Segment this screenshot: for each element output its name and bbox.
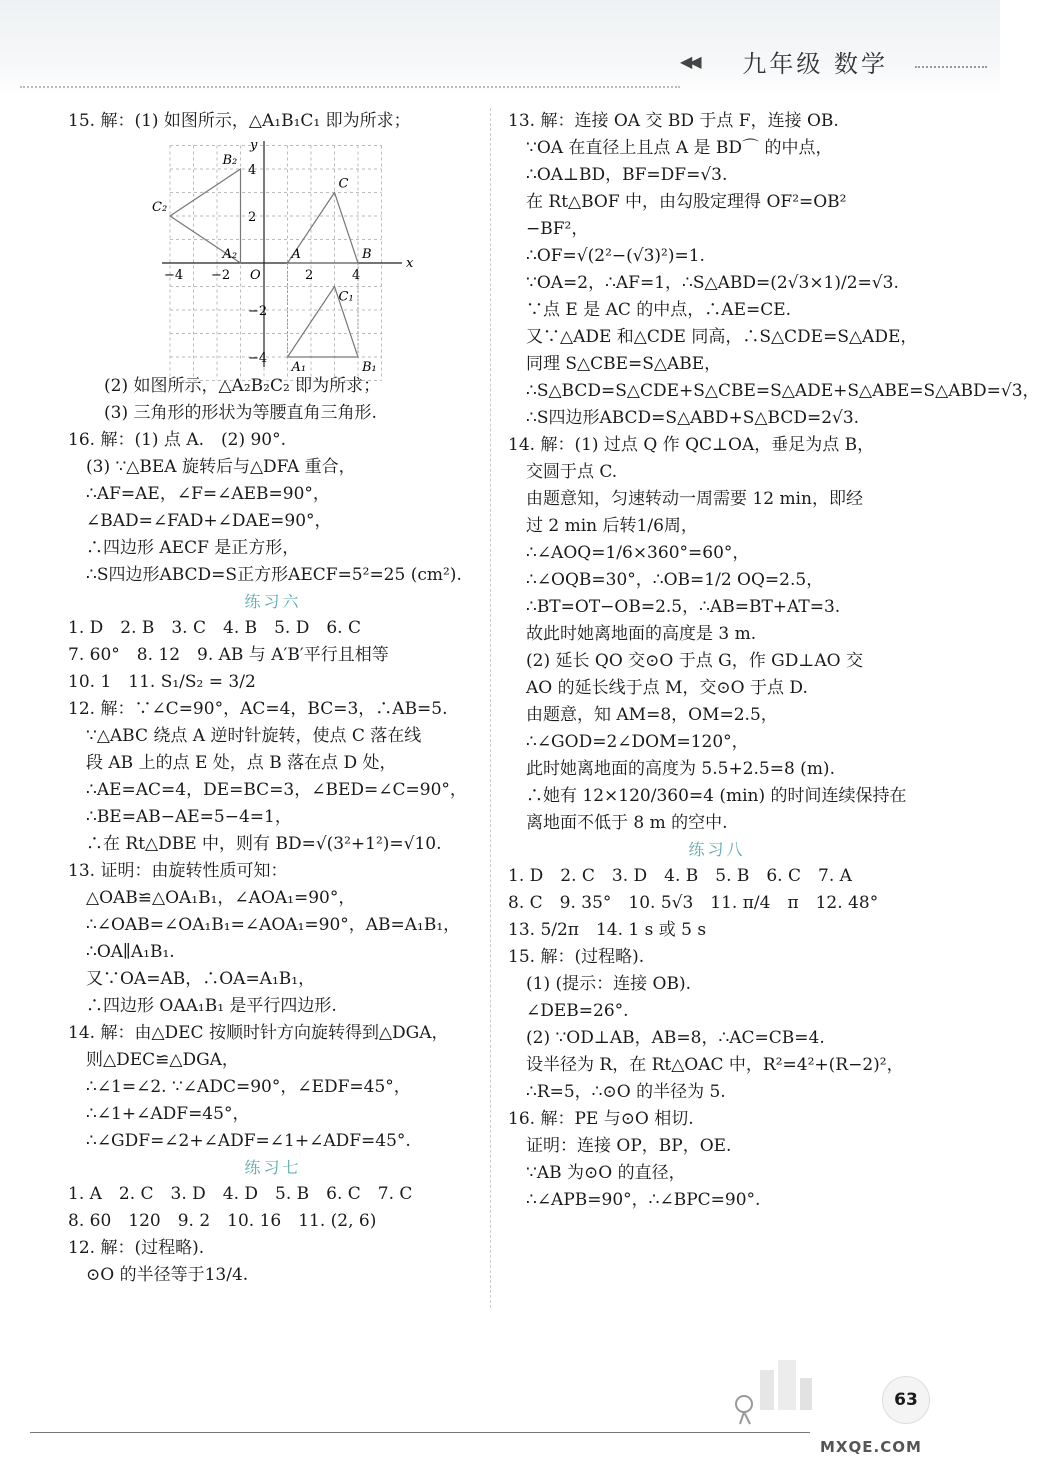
point-label: C₁ <box>338 289 354 305</box>
text-line: 证明：连接 OP，BP，OE. <box>526 1136 732 1156</box>
text-line: 14. 解：(1) 过点 Q 作 QC⊥OA，垂足为点 B， <box>508 435 875 455</box>
section-heading: 练习七 <box>244 1158 302 1177</box>
y-axis-label: y <box>250 138 258 153</box>
header-rule <box>20 86 680 88</box>
page-number: 63 <box>882 1376 930 1424</box>
graph-container <box>68 137 478 375</box>
x-tick-label: −4 <box>164 268 184 283</box>
text-line: 设半径为 R，在 Rt△OAC 中，R²=4²+(R−2)²， <box>526 1055 904 1075</box>
text-line: ∴AE=AC=4，DE=BC=3，∠BED=∠C=90°， <box>86 780 467 800</box>
text-line: ∠DEB=26°. <box>526 1001 629 1021</box>
text-line: ∴四边形 OAA₁B₁ 是平行四边形. <box>86 996 337 1016</box>
y-tick-label: 2 <box>248 210 257 225</box>
origin-label: O <box>250 268 261 283</box>
text-line: 10. 1 11. S₁/S₂ = 3/2 <box>68 672 256 692</box>
text-line: ∴S四边形ABCD=S△ABD+S△BCD=2√3. <box>526 408 860 428</box>
x-tick-label: −2 <box>211 268 231 283</box>
column-divider <box>490 108 491 1308</box>
text-line: 7. 60° 8. 12 9. AB 与 A′B′平行且相等 <box>68 645 389 665</box>
text-line: 交圆于点 C. <box>526 462 618 482</box>
text-line: ∴∠OAB=∠OA₁B₁=∠AOA₁=90°，AB=A₁B₁， <box>86 915 461 935</box>
text-line: 段 AB 上的点 E 处，点 B 落在点 D 处， <box>86 753 397 773</box>
text-line: ∴∠GOD=2∠DOM=120°， <box>526 732 749 752</box>
y-tick-label: 4 <box>248 163 257 178</box>
point-label: B₂ <box>222 153 238 168</box>
text-line: ∵△ABC 绕点 A 逆时针旋转，使点 C 落在线 <box>86 726 422 746</box>
text-line: ∴∠1+∠ADF=45°， <box>86 1104 250 1124</box>
point-label: A <box>291 247 301 262</box>
text-line: 13. 证明：由旋转性质可知： <box>68 861 288 881</box>
text-line: 1. A 2. C 3. D 4. D 5. B 6. C 7. C <box>68 1184 413 1204</box>
text-line: ∴AF=AE，∠F=∠AEB=90°， <box>86 484 330 504</box>
text-line: ∵AB 为⊙O 的直径， <box>526 1163 686 1183</box>
text-line: 13. 5/2π 14. 1 s 或 5 s <box>508 920 707 940</box>
text-line: 过 2 min 后转1/6周， <box>526 516 698 536</box>
text-line: ∵OA 在直径上且点 A 是 BD⌒ 的中点， <box>526 138 833 158</box>
text-line: 15. 解：(1) 如图所示，△A₁B₁C₁ 即为所求； <box>68 111 411 131</box>
text-line: ∵OA=2，∴AF=1，∴S△ABD=(2√3×1)/2=√3. <box>526 273 899 293</box>
text-line: (2) 延长 QO 交⊙O 于点 G，作 GD⊥AO 交 <box>526 651 863 671</box>
y-tick-label: −2 <box>248 304 268 319</box>
text-line: ∴∠OQB=30°，∴OB=1/2 OQ=2.5， <box>526 570 824 590</box>
text-line: (1) (提示：连接 OB). <box>526 974 691 994</box>
text-line: 则△DEC≌△DGA， <box>86 1050 239 1070</box>
text-line: 1. D 2. C 3. D 4. B 5. B 6. C 7. A <box>508 866 852 886</box>
coordinate-graph <box>152 137 416 375</box>
section-heading: 练习八 <box>688 840 746 859</box>
text-line: ∴OA∥A₁B₁. <box>86 942 175 962</box>
text-line: △OAB≌△OA₁B₁，∠AOA₁=90°， <box>86 888 356 908</box>
point-label: A₁ <box>291 360 307 375</box>
page-title: 九年级 数学 <box>742 50 888 78</box>
text-line: ∴R=5，∴⊙O 的半径为 5. <box>526 1082 726 1102</box>
header-divider <box>915 66 987 68</box>
text-line: 8. C 9. 35° 10. 5√3 11. π/4 π 12. 48° <box>508 893 879 913</box>
text-line: 同理 S△CBE=S△ABE， <box>526 354 722 374</box>
text-line: 15. 解：(过程略). <box>508 947 645 967</box>
text-line: 12. 解：∵∠C=90°，AC=4，BC=3，∴AB=5. <box>68 699 448 719</box>
text-line: (2) 如图所示，△A₂B₂C₂ 即为所求； <box>104 376 381 396</box>
text-line: 离地面不低于 8 m 的空中. <box>526 813 728 833</box>
point-label: C <box>338 176 349 192</box>
text-line: ∴∠GDF=∠2+∠ADF=∠1+∠ADF=45°. <box>86 1131 411 1151</box>
x-tick-label: 4 <box>352 268 361 283</box>
text-line: 故此时她离地面的高度是 3 m. <box>526 624 757 644</box>
text-line: ∴∠AOQ=1/6×360°=60°， <box>526 543 750 563</box>
text-line: 16. 解：(1) 点 A. (2) 90°. <box>68 430 287 450</box>
text-line: 由题意知，匀速转动一周需要 12 min，即经 <box>526 489 863 509</box>
text-line: ∴S△BCD=S△CDE+S△CBE=S△ADE+S△ABE=S△ABD=√3， <box>526 381 1040 401</box>
text-line: 此时她离地面的高度为 5.5+2.5=8 (m). <box>526 759 835 779</box>
text-line: ∴BT=OT−OB=2.5，∴AB=BT+AT=3. <box>526 597 841 617</box>
text-line: 13. 解：连接 OA 交 BD 于点 F，连接 OB. <box>508 111 839 131</box>
text-line: AO 的延长线于点 M，交⊙O 于点 D. <box>526 678 808 698</box>
text-line: (2) ∵OD⊥AB，AB=8，∴AC=CB=4. <box>526 1028 825 1048</box>
text-line: 8. 60 120 9. 2 10. 16 11. (2, 6) <box>68 1211 377 1231</box>
text-line: ∴∠APB=90°，∴∠BPC=90°. <box>526 1190 761 1210</box>
point-label: B <box>362 247 372 262</box>
point-label: C₂ <box>152 200 168 215</box>
point-label: A₂ <box>222 247 238 262</box>
x-axis-label: x <box>406 256 414 271</box>
x-tick-label: 2 <box>305 268 314 283</box>
footer-rule <box>30 1432 810 1433</box>
text-line: ∴∠1=∠2. ∵∠ADC=90°，∠EDF=45°， <box>86 1077 411 1097</box>
text-line: ∴OA⊥BD，BF=DF=√3. <box>526 165 728 185</box>
text-line: 16. 解：PE 与⊙O 相切. <box>508 1109 694 1129</box>
text-line: ∠BAD=∠FAD+∠DAE=90°， <box>86 511 332 531</box>
y-tick-label: −4 <box>248 351 268 366</box>
watermark: MXQE.COM <box>820 1438 922 1456</box>
text-line: ∴S四边形ABCD=S正方形AECF=5²=25 (cm²). <box>86 565 462 585</box>
text-line: ∴四边形 AECF 是正方形， <box>86 538 300 558</box>
text-line: 又∵OA=AB，∴OA=A₁B₁， <box>86 969 316 989</box>
text-line: ∵点 E 是 AC 的中点，∴AE=CE. <box>526 300 792 320</box>
text-line: 12. 解：(过程略). <box>68 1238 205 1258</box>
left-column <box>68 108 478 1289</box>
text-line: 由题意，知 AM=8，OM=2.5， <box>526 705 778 725</box>
text-line: 14. 解：由△DEC 按顺时针方向旋转得到△DGA， <box>68 1023 449 1043</box>
text-line: 1. D 2. B 3. C 4. B 5. D 6. C <box>68 618 362 638</box>
text-line: ∴OF=√(2²−(√3)²)=1. <box>526 246 705 266</box>
point-label: B₁ <box>362 360 377 375</box>
right-column <box>508 108 1040 1214</box>
text-line: ∴在 Rt△DBE 中，则有 BD=√(3²+1²)=√10. <box>86 834 442 854</box>
text-line: ∴她有 12×120/360=4 (min) 的时间连续保持在 <box>526 786 907 806</box>
decorative-illustration-icon <box>720 1350 840 1430</box>
text-line: ∴BE=AB−AE=5−4=1， <box>86 807 292 827</box>
text-line: (3) ∵△BEA 旋转后与△DFA 重合， <box>86 457 356 477</box>
text-line: −BF²， <box>526 219 589 239</box>
text-line: (3) 三角形的形状为等腰直角三角形. <box>104 403 377 423</box>
text-line: 在 Rt△BOF 中，由勾股定理得 OF²=OB² <box>526 192 847 212</box>
text-line: 又∵△ADE 和△CDE 同高，∴S△CDE=S△ADE， <box>526 327 918 347</box>
text-line: ⊙O 的半径等于13/4. <box>86 1265 249 1285</box>
section-heading: 练习六 <box>244 592 302 611</box>
header-arrows-icon: ◀◀ <box>680 52 699 71</box>
